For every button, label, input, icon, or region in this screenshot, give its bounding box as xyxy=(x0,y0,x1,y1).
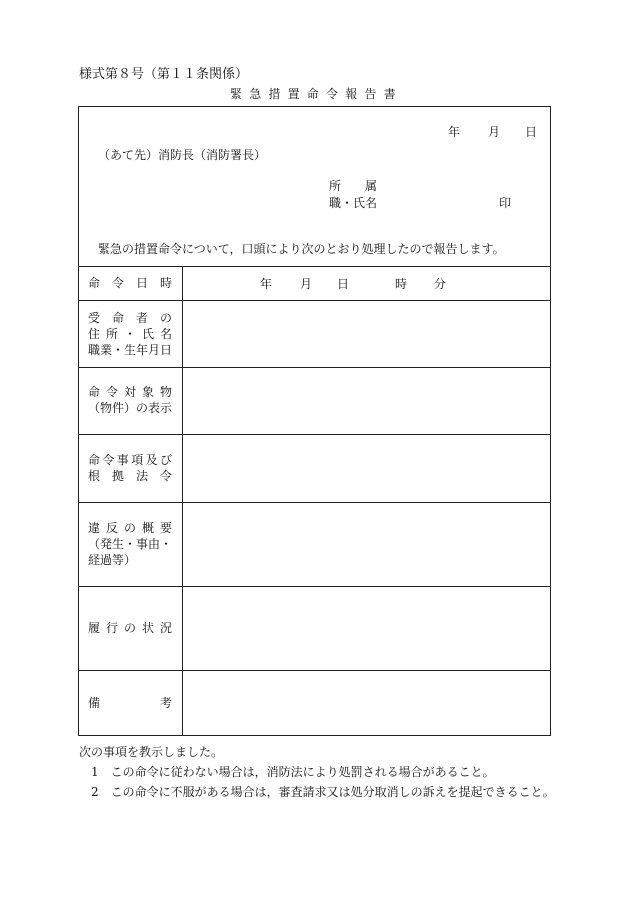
form-number: 様式第８号（第１１条関係） xyxy=(79,67,249,82)
report-form-table xyxy=(78,106,551,736)
label-line: 職業・生年月日 xyxy=(88,343,173,357)
label-line: 命令対象物 xyxy=(88,385,172,399)
order-month-label: 月 xyxy=(300,277,313,291)
label-remarks xyxy=(79,695,182,711)
label-line: 根拠法令 xyxy=(88,469,172,483)
label-recipient xyxy=(79,310,182,358)
label-line: 命 令 日 時 xyxy=(88,276,173,290)
order-hour-label: 時 xyxy=(395,277,408,291)
label-line: 受命者の xyxy=(88,311,172,325)
label-violation-summary xyxy=(79,520,182,568)
note-text: この命令に従わない場合は，消防法により処罰される場合があること。 xyxy=(110,765,495,779)
label-line: 命令事項及び xyxy=(88,453,172,467)
affiliation-label: 所 属 xyxy=(329,179,378,193)
label-order-basis xyxy=(79,452,182,484)
order-year-label: 年 xyxy=(260,277,273,291)
label-target-object xyxy=(79,384,182,416)
note-number: 2 xyxy=(91,785,99,799)
addressee: （あて先）消防長（消防署長） xyxy=(98,148,267,162)
label-line: 備 考 xyxy=(88,696,172,710)
label-compliance-status xyxy=(79,620,182,636)
label-line: 履行の状況 xyxy=(88,621,172,635)
name-label: 職・氏名 xyxy=(329,196,378,210)
label-line: （物件）の表示 xyxy=(88,401,173,415)
note-text: この命令に不服がある場合は，審査請求又は処分取消しの訴えを提起できること。 xyxy=(110,785,555,799)
label-order-datetime xyxy=(79,275,182,291)
order-minute-label: 分 xyxy=(434,277,447,291)
note-item-2 xyxy=(79,782,559,802)
seal-mark: 印 xyxy=(499,196,512,210)
form-title: 緊急措置命令報告書 xyxy=(230,87,403,101)
notes-intro: 次の事項を教示しました。 xyxy=(79,745,224,759)
note-item-1 xyxy=(79,762,559,782)
date-month-label: 月 xyxy=(488,125,501,139)
notes xyxy=(79,742,559,802)
date-day-label: 日 xyxy=(525,125,538,139)
order-day-label: 日 xyxy=(337,277,350,291)
label-line: 経過等） xyxy=(88,553,137,567)
date-year-label: 年 xyxy=(448,125,461,139)
note-number: 1 xyxy=(91,765,99,779)
report-statement: 緊急の措置命令について，口頭により次のとおり処理したので報告します。 xyxy=(98,242,505,256)
label-line: 違反の概要 xyxy=(88,521,172,535)
label-line: （発生・事由・ xyxy=(88,537,173,551)
label-line: 住所・氏名 xyxy=(88,327,172,341)
